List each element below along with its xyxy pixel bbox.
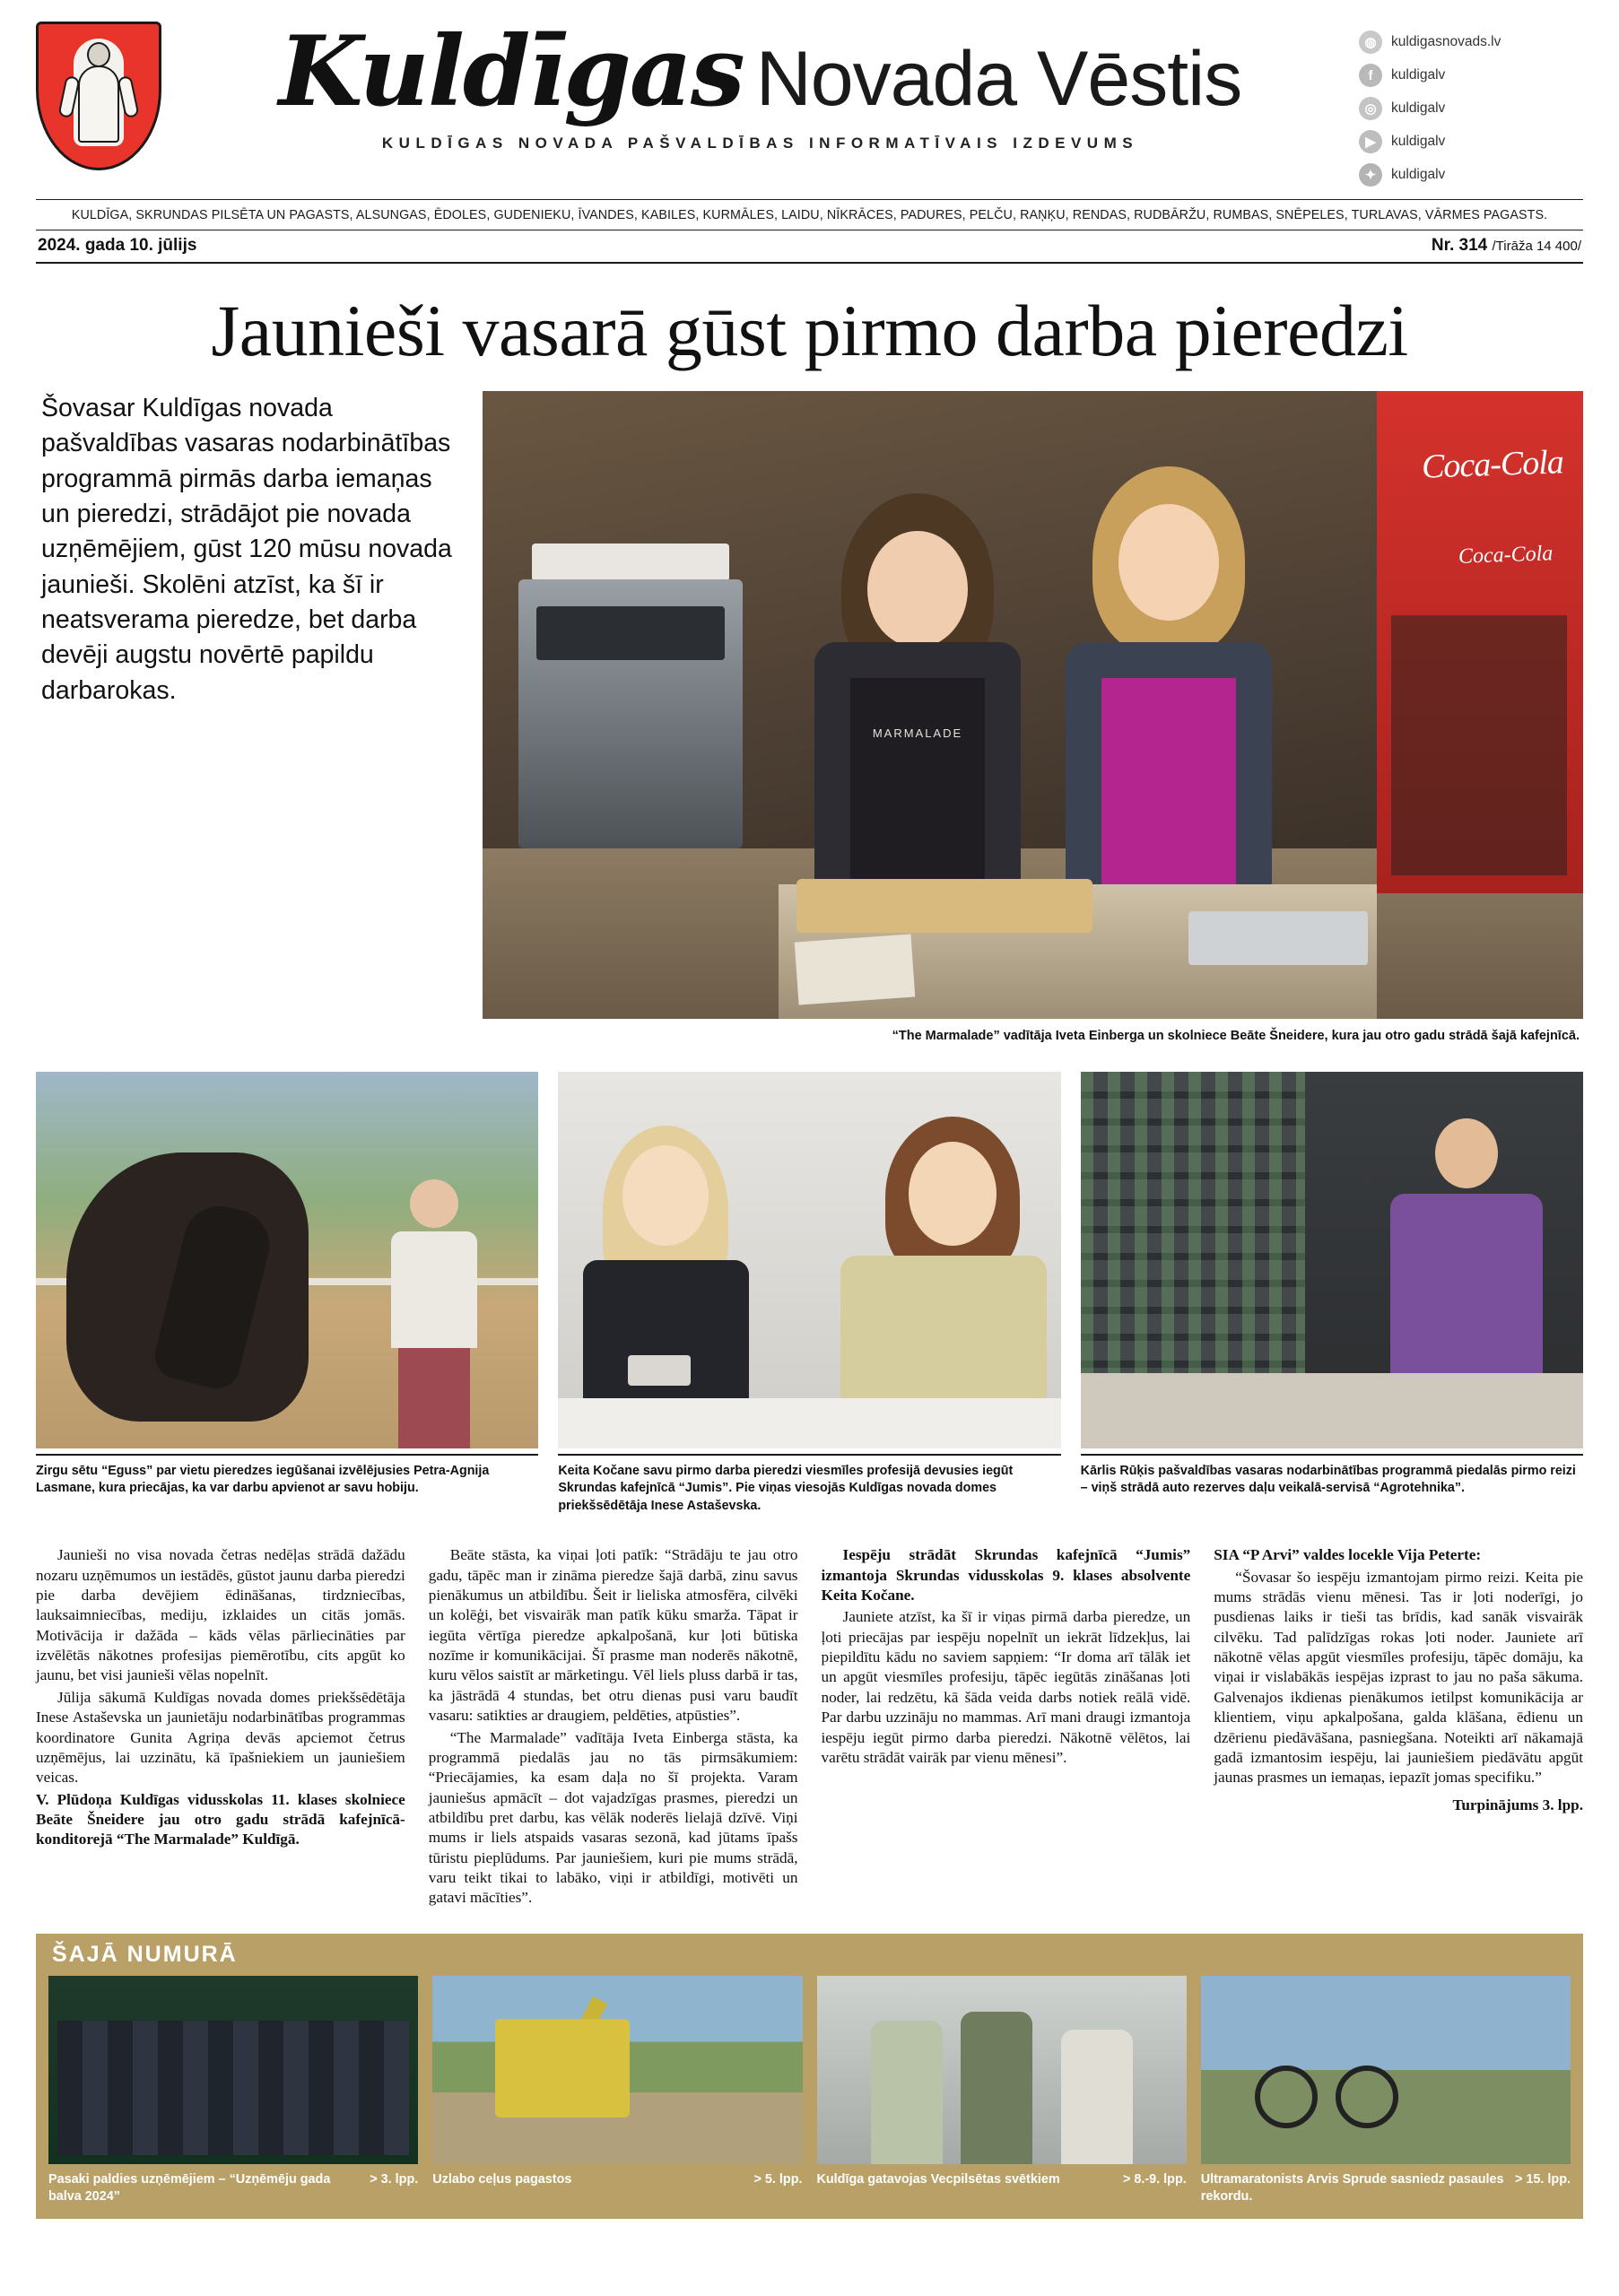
social-handle: kuldigalv [1391, 167, 1446, 182]
paragraph-bold-lede: V. Plūdoņa Kuldīgas vidusskolas 11. klases skolniece Beāte Šneidere jau otro gadu strādā kafejnīcā-konditorejā “The Marmalade” Kuldīgā. [36, 1790, 405, 1848]
paragraph: Jūlija sākumā Kuldīgas novada domes priekšsēdētāja Inese Astaševska un jaunietāju nodarbinātības programmas koordinatore Gunita Agriņa devās apciemot četrus uzņēmējus, lai uzzinātu, kā īpašniekiem un jauniešiem veicas. [36, 1688, 405, 1787]
issue-number: Nr. 314 [1431, 236, 1488, 255]
social-handle: kuldigalv [1391, 100, 1446, 116]
photo-row [36, 1072, 1583, 1515]
photo-cell [558, 1072, 1060, 1515]
social-handle: kuldigasnovads.lv [1391, 34, 1501, 49]
in-this-issue-section [36, 1934, 1583, 2219]
paragraph: “Šovasar šo iespēju izmantojam pirmo reizi. Keita pie mums strādās vienu mēnesi. Tas ir ļoti noderīgi, jo pusdienas laiks ir tieši tas brīdis, kad sanāk visvairāk cilvēku. Tad palīdzīgas rokas ļoti noder. Jauniete arī nākotnē vēlas apgūt viesmīles profesiju, tāpēc domāju, ka viņai ir vislabākās iespējas izprast to jau no paša sākuma. Galvenajos ikdienas pienākumos ietilpst komunikācija ar klientiem, viņu apkalpošana, galda klāšana, ēdienu un dzērienu piedāvāšana, pasniegšana. Noteikti arī nākamajā gadā izmantosim iespēju, lai jauniešiem piedāvātu apgūt jaunas prasmes un iemaņas, iepazīt jomas specifiku.” [1214, 1568, 1583, 1787]
paragraph-bold-lede: SIA “P Arvi” valdes locekle Vija Peterte: [1214, 1546, 1482, 1564]
section-title: ŠAJĀ NUMURĀ [52, 1941, 238, 1967]
social-link-twitter[interactable] [1359, 163, 1583, 187]
in-issue-roads [432, 1976, 802, 2164]
article-column-4 [1214, 1545, 1583, 1909]
in-issue-awards [48, 1976, 418, 2164]
photo-caption: Keita Kočane savu pirmo darba pieredzi viesmīles profesijā devusies iegūt Skrundas kafejnīcā “Jumis”. Pie viņas viesojās Kuldīgas novada domes priekšsēdētāja Inese Astaševska. [558, 1454, 1060, 1515]
coca-cola-logo: Coca-Cola [1421, 443, 1564, 486]
photo-horse-stable [36, 1072, 538, 1448]
in-issue-caption: Pasaki paldies uzņēmējiem – “Uzņēmēju gada balva 2024” [48, 2171, 331, 2204]
article-column-2 [429, 1545, 798, 1909]
in-issue-page[interactable]: > 5. lpp. [753, 2171, 803, 2187]
social-handle: kuldigalv [1391, 134, 1446, 149]
facebook-icon: f [1359, 64, 1382, 87]
paragraph: Beāte stāsta, ka viņai ļoti patīk: “Strādāju te jau otro gadu, tāpēc man ir zināma pieredze šajā darbā, zinu savus pienākumus un atbildību. Šeit ir lieliska atmosfēra, cilvēki un kolēģi, bet visvairāk man patīk kūku smarža. Tāpat ir iegūta vērtīga pieredze apkalpošanā, kur ļoti būtiska nozīme ir komunikācijai. Šī prasme man noderēs nākotnē, kuru vēlos saistīt ar mārketingu. Vēl liels pluss darbā ir tas, ka jāstrādā 4 stundas, bet otru dienas pusi varu baudīt vasaru: satikties ar draugiem, peldēties, atpūsties”. [428, 1546, 798, 1725]
article-body [36, 1545, 1583, 1909]
article-column-1 [36, 1545, 405, 1909]
masthead-subtitle: KULDĪGAS NOVADA PAŠVALDĪBAS INFORMATĪVAIS IZDEVUMS [381, 135, 1139, 152]
photo-cell [36, 1072, 538, 1515]
photo-caption: Zirgu sētu “Eguss” par vietu pieredzes iegūšanai izvēlējusies Petra-Agnija Lasmane, kura priecājas, ka var darbu apvienot ar savu hobiju. [36, 1454, 538, 1498]
in-issue-page[interactable]: > 3. lpp. [370, 2171, 419, 2187]
hero-caption: “The Marmalade” vadītāja Iveta Einberga un skolniece Beāte Šneidere, kura jau otro gadu strādā šajā kafejnīcā. [892, 1029, 1580, 1043]
masthead [36, 16, 1583, 187]
parishes-list: KULDĪGA, SKRUNDAS PILSĒTA UN PAGASTS, ALSUNGAS, ĒDOLES, GUDENIEKU, ĪVANDES, KABILES, KURMĀLES, LAIDU, NĪKRĀCES, PADURES, PELČU, RAŅĶU, RENDAS, RUDBĀRŽU, RUMBAS, SNĒPELES, TURLAVAS, VĀRMES PAGASTS. [71, 208, 1548, 222]
coca-cola-logo-small: Coca-Cola [1458, 542, 1554, 569]
social-link-instagram[interactable] [1359, 97, 1583, 120]
hero-photo-block [483, 391, 1583, 1045]
in-issue-item[interactable] [1201, 1976, 1571, 2205]
kuldiga-coat-of-arms-icon [36, 22, 161, 172]
paragraph-bold-lede: Iespēju strādāt Skrundas kafejnīcā “Jumis” izmantoja Skrundas vidusskolas 9. klases absolvente Keita Kočane. [821, 1546, 1191, 1605]
instagram-icon: ◎ [1359, 97, 1382, 120]
publication-date: 2024. gada 10. jūlijs [38, 236, 197, 255]
page-title: Jaunieši vasarā gūst pirmo darba pieredzi [211, 290, 1408, 371]
paragraph: “The Marmalade” vadītāja Iveta Einberga stāsta, ka programmā piedalās jau no tās pirmsākumiem: “Priecājamies, ka esam daļa no šī projekta. Varam jauniešus apmācīt – dot vajadzīgas prasmes, pieredzi un atbildību pret darbu, kas vēlāk noderēs lielajā dzīvē. Viņi mums ir liels atspaids vasaras sezonā, kad jūtams īpašs tūristu pieplūdums. Par jauniešiem, kuri pie mums strādā, varu teikt tikai to labāko, viņi ir atbildīgi, motivēti un gatavi mācīties”. [428, 1728, 798, 1907]
in-issue-caption: Uzlabo ceļus pagastos [432, 2171, 572, 2187]
apron-label: MARMALADE [872, 726, 963, 740]
twitter-icon: ✦ [1359, 163, 1382, 187]
globe-icon: ◍ [1359, 30, 1382, 54]
in-issue-row [36, 1976, 1583, 2205]
in-issue-item[interactable] [48, 1976, 418, 2205]
title-gothic: Kuldīgas [278, 15, 744, 128]
in-issue-page[interactable]: > 15. lpp. [1515, 2171, 1571, 2187]
photo-caption: Kārlis Rūķis pašvaldības vasaras nodarbinātības programmā piedalās pirmo reizi – viņš strādā auto rezerves daļu veikalā-servisā “Agrotehnika”. [1081, 1454, 1583, 1498]
in-issue-item[interactable] [817, 1976, 1187, 2205]
paragraph: Jaunieši no visa novada četras nedēļas strādā dažādu nozaru uzņēmumos un iestādēs, gūstot jaunu darba pieredzi pie darba devējiem ēdināšanas, tirdzniecības, lauksaimniecības, mediju, izklaides un citās jomās. Motivācija ir dažāda – kāds vēlas pārliecināties par izvēlētās nākotnes profesijas piemērotību, cits apgūt ko jaunu, bet visi jaunieši vēlas nopelnīt. [36, 1546, 405, 1684]
person-student [805, 508, 1030, 884]
lead-and-hero [36, 391, 1583, 1045]
photo-cell [1081, 1072, 1583, 1515]
in-issue-ultramarathon [1201, 1976, 1571, 2164]
in-issue-caption: Kuldīga gatavojas Vecpilsētas svētkiem [816, 2171, 1060, 2187]
masthead-title [178, 15, 1343, 152]
social-link-facebook[interactable] [1359, 64, 1583, 87]
title-plain: Novada Vēstis [755, 36, 1242, 122]
continued-note: Turpinājums 3. lpp. [1452, 1796, 1583, 1813]
paragraph: Jauniete atzīst, ka šī ir viņas pirmā darba pieredze, un ļoti priecājas par iespēju nopelnīt un iekrāt līdzekļus, lai piepildītu kādu no saviem sapņiem: “Ir doma arī tālāk iet un apgūt viesmīles profesiju, tāpēc iegūtās zināšanas ļoti noder, lai redzētu, kā šāda veida darbs notiek reālā vidē. Par darbu uzzināju no mammas. Arī mani draugi izmantoja iespēju iegūt pirmo darba pieredzi. Nākotnē vēlētos, lai varētu strādāt vairāk par vienu mēnesi”. [821, 1608, 1191, 1766]
in-issue-item[interactable] [432, 1976, 802, 2205]
youtube-icon: ▶ [1359, 130, 1382, 153]
circulation: /Tirāža 14 400/ [1492, 239, 1581, 254]
dateline-bar [36, 230, 1583, 264]
photo-cafe-marmalade [483, 391, 1583, 1019]
article-column-3 [822, 1545, 1191, 1909]
person-manager [1039, 481, 1299, 884]
social-links [1359, 22, 1583, 187]
social-link-youtube[interactable] [1359, 130, 1583, 153]
in-issue-page[interactable]: > 8.-9. lpp. [1122, 2171, 1187, 2187]
photo-auto-parts-shop [1081, 1072, 1583, 1448]
social-link-website[interactable] [1359, 30, 1583, 54]
in-issue-caption: Ultramaratonists Arvis Sprude sasniedz pasaules rekordu. [1200, 2171, 1504, 2204]
in-issue-festival [817, 1976, 1187, 2164]
issue-info [1432, 236, 1581, 256]
social-handle: kuldigalv [1391, 67, 1446, 83]
lead-paragraph: Šovasar Kuldīgas novada pašvaldības vasaras nodarbinātības programmā pirmās darba iemaņas un pieredzi, strādājot pie novada uzņēmējiem, gūst 120 mūsu novada jaunieši. Skolēni atzīst, ka šī ir neatsverama pieredze, bet darba devēji augstu novērtē papildu darbarokas. [41, 394, 452, 705]
photo-hospitality-interns [558, 1072, 1060, 1448]
